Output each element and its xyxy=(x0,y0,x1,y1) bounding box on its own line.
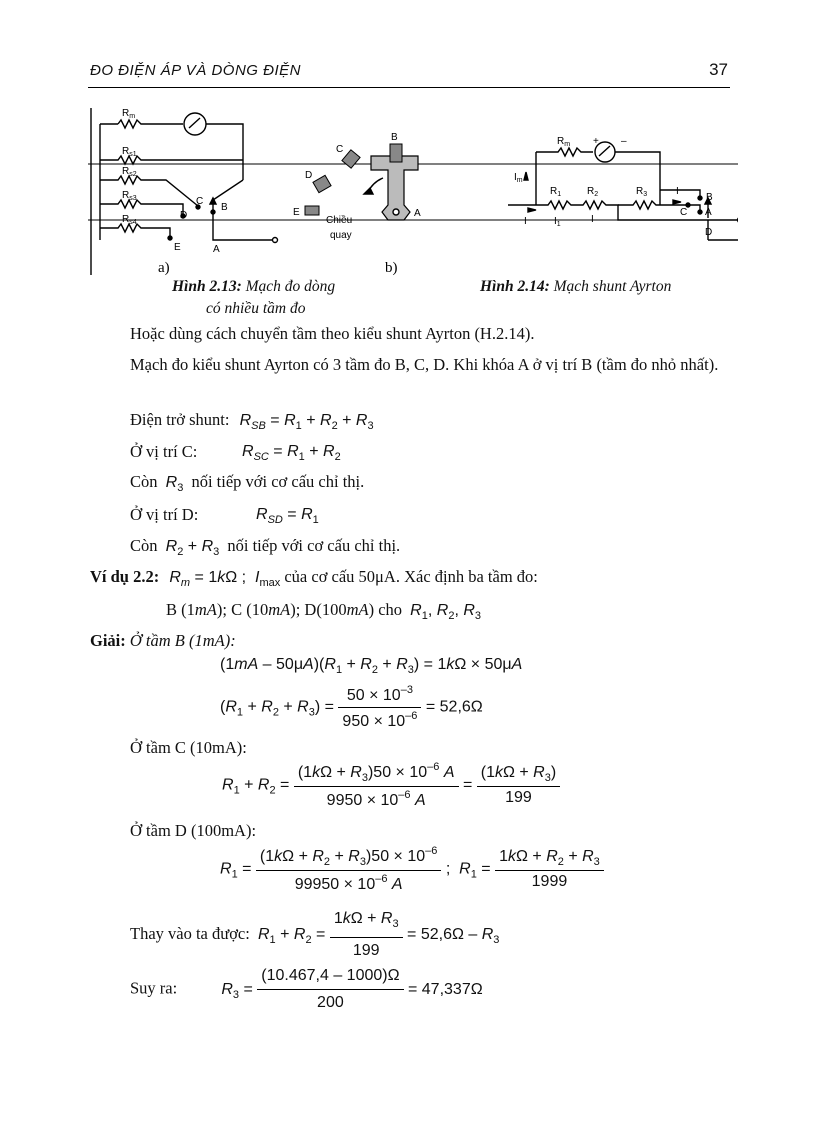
eq-rsb: Điện trở shunt: $R_{SB} = R_1 + R_2 + R_3$ xyxy=(130,410,374,432)
paragraph-ayrton-desc: Mạch đo kiểu shunt Ayrton có 3 tầm đo B, C, D. Khi khóa A ở vị trí B (tầm đo nhỏ nhất). xyxy=(130,355,719,374)
caption-fig-2-13-line2: có nhiều tầm đo xyxy=(206,300,306,317)
label-b-a: B xyxy=(221,202,228,213)
figures-2-13-2-14 xyxy=(88,100,738,280)
label-i-out: I xyxy=(676,186,679,197)
eq-rsd-label: Ở vị trí D: xyxy=(130,505,199,524)
label-d-ayrton: D xyxy=(705,227,713,238)
rotary-switch-b xyxy=(305,144,418,220)
caption-text-2-13-line1: Mạch đo dòng xyxy=(241,278,336,295)
label-r3: $R_3$ xyxy=(636,186,648,198)
range-d-unit: mA xyxy=(346,600,369,619)
solution-c-heading: Ở tầm C (10mA): xyxy=(130,738,247,757)
label-r1: $R_1$ xyxy=(550,186,562,198)
label-rm-a: $R_m$ xyxy=(122,108,136,120)
label-minus: – xyxy=(621,136,627,147)
label-r2: $R_2$ xyxy=(587,186,599,198)
label-rs2: $R_{s2}$ xyxy=(122,166,137,178)
caption-label-2-13: Hình 2.13: xyxy=(172,278,242,295)
label-e-a: E xyxy=(174,242,181,253)
caption-fig-2-14 xyxy=(480,278,671,296)
label-rotation-1: Chiều xyxy=(326,215,353,226)
label-b-ayrton: B xyxy=(706,192,713,203)
eq-b1: $(1mA - 50\mu A)(R_1 + R_2 + R_3) = 1k\Omega \times 50\mu A$ xyxy=(220,656,523,676)
galvanometer-icon xyxy=(184,113,206,135)
label-d-b: D xyxy=(305,170,313,181)
label-a-b: A xyxy=(414,208,421,219)
range-b-unit: mA xyxy=(194,600,217,619)
label-fig-b: b) xyxy=(385,260,398,276)
range-b-pre: B (1 xyxy=(166,600,195,619)
label-a-a: A xyxy=(213,244,220,255)
header-rule xyxy=(88,87,730,88)
paragraph-ayrton-intro: Hoặc dùng cách chuyển tầm theo kiểu shunt Ayrton (H.2.14). xyxy=(130,324,535,343)
range-c-pre: ); C (10 xyxy=(216,600,269,619)
label-fig-a: a) xyxy=(158,260,170,276)
line-r2r3-pre: Còn xyxy=(130,536,158,555)
example-ranges: B (1mA); C (10mA); D(100mA) cho $R_1$, $R_2$, $R_3$ xyxy=(166,600,482,622)
label-d-a: D xyxy=(180,210,188,221)
range-c-unit: mA xyxy=(268,600,291,619)
label-rs3: $R_{s3}$ xyxy=(122,190,137,202)
label-c-ayrton: C xyxy=(680,207,688,218)
label-plus: + xyxy=(593,136,599,147)
running-title: ĐO ĐIỆN ÁP VÀ DÒNG ĐIỆN xyxy=(90,62,301,79)
ayrton-shunt-circuit xyxy=(508,142,738,240)
eq-result: Suy ra: $R_3$ = $\frac{(10.467,4 - 1000)\Omega}{200}$ = 47,337Ω xyxy=(130,967,483,1011)
example-label: Ví dụ 2.2: xyxy=(90,567,160,586)
eq-rsb-label: Điện trở shunt: xyxy=(130,410,230,429)
substitute-label: Thay vào ta được: xyxy=(130,924,250,944)
caption-label-2-14: Hình 2.14: xyxy=(480,278,550,295)
caption-text-2-14: Mạch shunt Ayrton xyxy=(549,278,672,295)
line-r2r3-post: nối tiếp với cơ cấu chỉ thị. xyxy=(227,536,401,555)
caption-fig-2-13 xyxy=(172,278,335,296)
label-im: $I_m$ xyxy=(514,172,523,184)
eq-b2: $(R_1 + R_2 + R_3)$ = $\frac{50 \times 10^{-3}}{950 \times 10^{-6}}$ = 52,6Ω xyxy=(220,684,483,730)
line-r2r3-series: Còn $R_2 + R_3$ nối tiếp với cơ cấu chỉ thị. xyxy=(130,536,401,558)
range-d-pre: ); D(100 xyxy=(290,600,347,619)
solution-d-heading: Ở tầm D (100mA): xyxy=(130,821,257,840)
label-i1: $I_1$ xyxy=(554,216,561,228)
label-rotation-2: quay xyxy=(330,230,352,241)
solution-b-text: Ở tầm B (1mA): xyxy=(129,631,236,650)
range-for: ) cho xyxy=(368,600,403,619)
label-e-b: E xyxy=(293,207,300,218)
page-number: 37 xyxy=(709,60,728,79)
label-c-a: C xyxy=(196,196,204,207)
eq-c: $R_1 + R_2$ = $\frac{(1k\Omega + R_3)50 \times 10^{-6} A}{9950 \times 10^{-6} A}$ = $\frac{(1k\Omega + R_3)}{199}$ xyxy=(222,761,560,810)
eq-substitute: Thay vào ta được: $R_1 + R_2$ = $\frac{1k\Omega + R_3}{199}$ = $52,6\Omega - R_3$ xyxy=(130,910,500,959)
label-rs4: $R_{s4}$ xyxy=(122,214,137,226)
label-i-in: I xyxy=(524,216,527,227)
line-r3-series: Còn $R_3$ nối tiếp với cơ cấu chỉ thị. xyxy=(130,472,365,494)
eq-rsc-label: Ở vị trí C: xyxy=(130,442,198,461)
therefore-label: Suy ra: xyxy=(130,978,178,998)
line-r3-pre: Còn xyxy=(130,472,158,491)
solution-label: Giải: xyxy=(90,631,126,650)
label-c-b: C xyxy=(336,144,344,155)
example-2-2: Ví dụ 2.2: $R_m = 1k\Omega$ ; $I_{max}$ của cơ cấu 50μA. Xác định ba tầm đo: xyxy=(90,567,538,589)
example-text: của cơ cấu 50μA. Xác định ba tầm đo: xyxy=(284,567,538,586)
eq-rsd: Ở vị trí D: $R_{SD} = R_1$ xyxy=(130,505,319,526)
label-a-ayrton: A xyxy=(705,207,712,218)
solution-b-heading xyxy=(90,630,236,652)
label-i-mid: I xyxy=(591,214,594,225)
label-rs1: $R_{s1}$ xyxy=(122,146,137,158)
label-rm-ayrton: $R_m$ xyxy=(557,136,571,148)
eq-rsc: Ở vị trí C: $R_{SC} = R_1 + R_2$ xyxy=(130,442,341,463)
eq-d: $R_1$ = $\frac{(1k\Omega + R_2 + R_3)50 \times 10^{-6}}{99950 \times 10^{-6} A}$ ; $R_1$ = $\frac{1k\Omega + R_2 + R_3}{1999}$ xyxy=(220,845,604,894)
label-b-b: B xyxy=(391,132,398,143)
line-r3-post: nối tiếp với cơ cấu chỉ thị. xyxy=(191,472,365,491)
